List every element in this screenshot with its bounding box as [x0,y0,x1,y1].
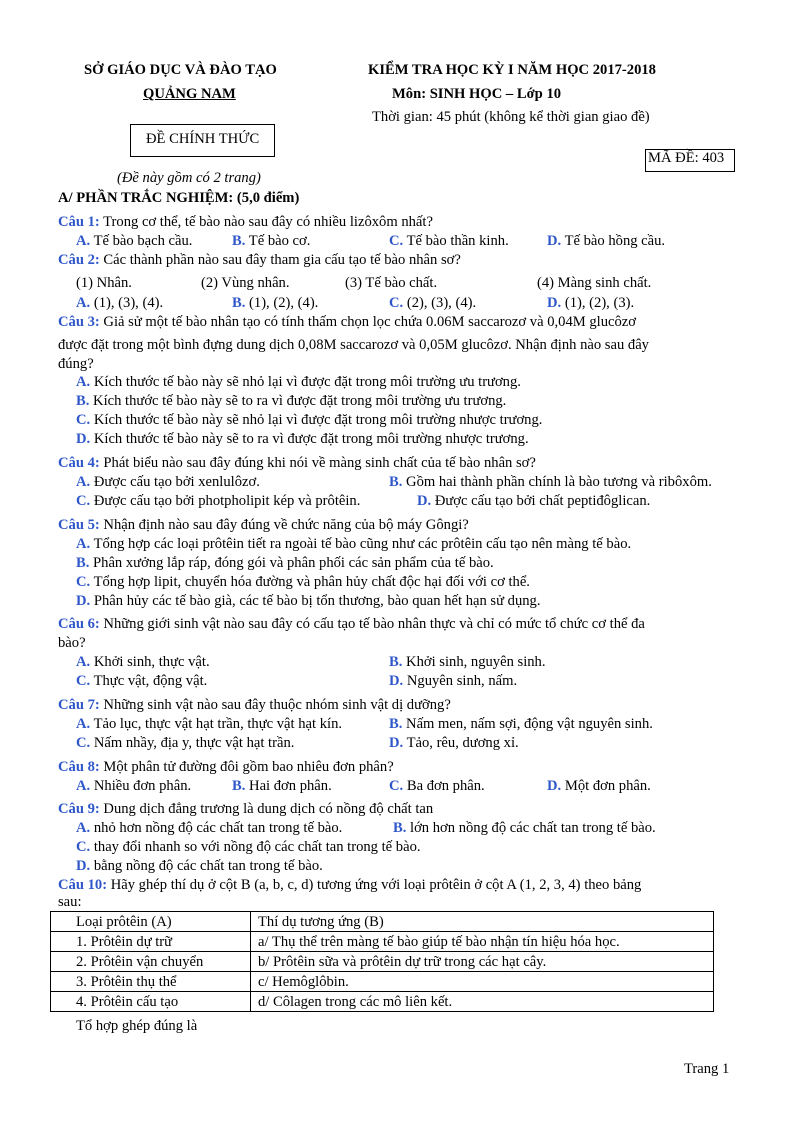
table-cell: a/ Thụ thể trên màng tế bào giúp tế bào nhận tín hiệu hóa học. [251,932,714,952]
q2-option-a: A. (1), (3), (4). [76,295,164,311]
q6-option-d: D. Nguyên sinh, nấm. [389,673,518,689]
q6-option-c: C. Thực vật, động vật. [76,673,208,689]
q3-option-c: C. Kích thước tế bào này sẽ nhỏ lại vì được đặt trong môi trường nhược trương. [76,412,543,428]
question-4: Câu 4: Phát biểu nào sau đây đúng khi nói về màng sinh chất của tế bào nhân sơ? [58,455,536,471]
q6-option-b: B. Khởi sinh, nguyên sinh. [389,654,546,670]
table-cell: 1. Prôtêin dự trữ [51,932,251,952]
table-row [51,972,714,992]
q9-option-a: A. nhỏ hơn nồng độ các chất tan trong tế bào. [76,820,343,836]
q3-option-d: D. Kích thước tế bào này sẽ to ra vì được đặt trong môi trường nhược trương. [76,431,529,447]
q2-option-b: B. (1), (2), (4). [232,295,319,311]
table-row [51,952,714,972]
table-cell: b/ Prôtêin sữa và prôtêin dự trữ trong các hạt cây. [251,952,714,972]
page-number: Trang 1 [684,1061,730,1077]
protein-matching-table [50,911,714,1012]
q7-option-a: A. Tảo lục, thực vật hạt trần, thực vật hạt kín. [76,716,343,732]
q5-option-d: D. Phân hủy các tế bào già, các tế bào bị tổn thương, bào quan hết hạn sử dụng. [76,593,541,609]
official-label: ĐỀ CHÍNH THỨC [146,131,260,147]
q1-option-d: D. Tế bào hồng cầu. [547,233,666,249]
q4-option-a: A. Được cấu tạo bởi xenlulôzơ. [76,474,260,490]
table-cell: 3. Prôtêin thụ thể [51,972,251,992]
table-header-cell: Thí dụ tương ứng (B) [251,912,714,932]
q7-option-b: B. Nấm men, nấm sợi, động vật nguyên sinh. [389,716,653,732]
question-10: Câu 10: Hãy ghép thí dụ ở cột B (a, b, c, d) tương ứng với loại prôtêin ở cột A (1, 2, 3, 4) theo bảng [58,877,642,893]
table-cell: 4. Prôtêin cấu tạo [51,992,251,1012]
table-header-cell: Loại prôtêin (A) [51,912,251,932]
q8-option-a: A. Nhiều đơn phân. [76,778,192,794]
q6-option-a: A. Khởi sinh, thực vật. [76,654,210,670]
q8-option-c: C. Ba đơn phân. [389,778,485,794]
question-6: Câu 6: Những giới sinh vật nào sau đây có cấu tạo tế bào nhân thực và chỉ có mức tổ chức cơ thể đa [58,616,645,632]
q2-item-2: (2) Vùng nhân. [201,275,290,291]
department-name: SỞ GIÁO DỤC VÀ ĐÀO TẠO [84,62,277,78]
q4-option-b: B. Gồm hai thành phần chính là bào tương và ribôxôm. [389,474,712,490]
q4-option-d: D. Được cấu tạo bởi chất peptiđôglican. [417,493,651,509]
q9-option-b: B. lớn hơn nồng độ các chất tan trong tế bào. [393,820,656,836]
q2-item-4: (4) Màng sinh chất. [537,275,652,291]
table-header-row [51,912,714,932]
exam-title: KIỂM TRA HỌC KỲ I NĂM HỌC 2017-2018 [368,62,656,78]
table-cell: d/ Côlagen trong các mô liên kết. [251,992,714,1012]
q1-option-c: C. Tế bào thần kinh. [389,233,509,249]
q5-option-b: B. Phân xưởng lắp ráp, đóng gói và phân phối các sản phẩm của tế bào. [76,555,494,571]
pages-note: (Đề này gồm có 2 trang) [117,170,261,186]
province-name: QUẢNG NAM [143,86,236,102]
q1-option-b: B. Tế bào cơ. [232,233,311,249]
table-row [51,932,714,952]
question-9: Câu 9: Dung dịch đẳng trương là dung dịch có nồng độ chất tan [58,801,434,817]
q2-item-3: (3) Tế bào chất. [345,275,438,291]
question-5: Câu 5: Nhận định nào sau đây đúng về chức năng của bộ máy Gôngi? [58,517,469,533]
question-7: Câu 7: Những sinh vật nào sau đây thuộc nhóm sinh vật dị dưỡng? [58,697,451,713]
exam-time: Thời gian: 45 phút (không kể thời gian giao đề) [372,109,650,125]
q9-option-d: D. bằng nồng độ các chất tan trong tế bào. [76,858,323,874]
question-8: Câu 8: Một phân tử đường đôi gồm bao nhiêu đơn phân? [58,759,394,775]
section-a-title: A/ PHẦN TRẮC NGHIỆM: (5,0 điểm) [58,190,300,206]
q3-option-b: B. Kích thước tế bào này sẽ to ra vì được đặt trong môi trường ưu trương. [76,393,507,409]
q8-option-d: D. Một đơn phân. [547,778,651,794]
table-cell: 2. Prôtêin vận chuyển [51,952,251,972]
q7-option-c: C. Nấm nhầy, địa y, thực vật hạt trần. [76,735,295,751]
q2-option-d: D. (1), (2), (3). [547,295,635,311]
question-10-cont: sau: [58,894,82,910]
question-3-cont: được đặt trong một bình đựng dung dịch 0,08M saccarozơ và 0,05M glucôzơ. Nhận định nào sau đây [58,337,649,353]
q2-item-1: (1) Nhân. [76,275,132,291]
q5-option-a: A. Tổng hợp các loại prôtêin tiết ra ngoài tế bào cũng như các prôtêin cấu tạo nên màng tế bào. [76,536,632,552]
table-row [51,992,714,1012]
question-6-cont: bào? [58,635,86,651]
q4-option-c: C. Được cấu tạo bởi photpholipit kép và prôtêin. [76,493,361,509]
question-2: Câu 2: Các thành phần nào sau đây tham gia cấu tạo tế bào nhân sơ? [58,252,461,268]
q2-option-c: C. (2), (3), (4). [389,295,477,311]
q3-option-a: A. Kích thước tế bào này sẽ nhỏ lại vì được đặt trong môi trường ưu trương. [76,374,521,390]
question-3-cont2: đúng? [58,356,94,372]
q5-option-c: C. Tổng hợp lipit, chuyển hóa đường và phân hủy chất độc hại đối với cơ thể. [76,574,530,590]
q9-option-c: C. thay đổi nhanh so với nồng độ các chất tan trong tế bào. [76,839,421,855]
q8-option-b: B. Hai đơn phân. [232,778,332,794]
q1-option-a: A. Tế bào bạch cầu. [76,233,193,249]
q10-answer-prompt: Tổ hợp ghép đúng là [76,1018,198,1034]
question-3: Câu 3: Giả sử một tế bào nhân tạo có tính thấm chọn lọc chứa 0.06M saccarozơ và 0,04M glucôzơ [58,314,636,330]
question-1: Câu 1: Trong cơ thể, tế bào nào sau đây có nhiều lizôxôm nhất? [58,214,433,230]
q7-option-d: D. Tảo, rêu, dương xỉ. [389,735,519,751]
exam-subject: Môn: SINH HỌC – Lớp 10 [392,86,562,102]
exam-code: MÃ ĐỀ: 403 [648,150,725,166]
table-cell: c/ Hemôglôbin. [251,972,714,992]
